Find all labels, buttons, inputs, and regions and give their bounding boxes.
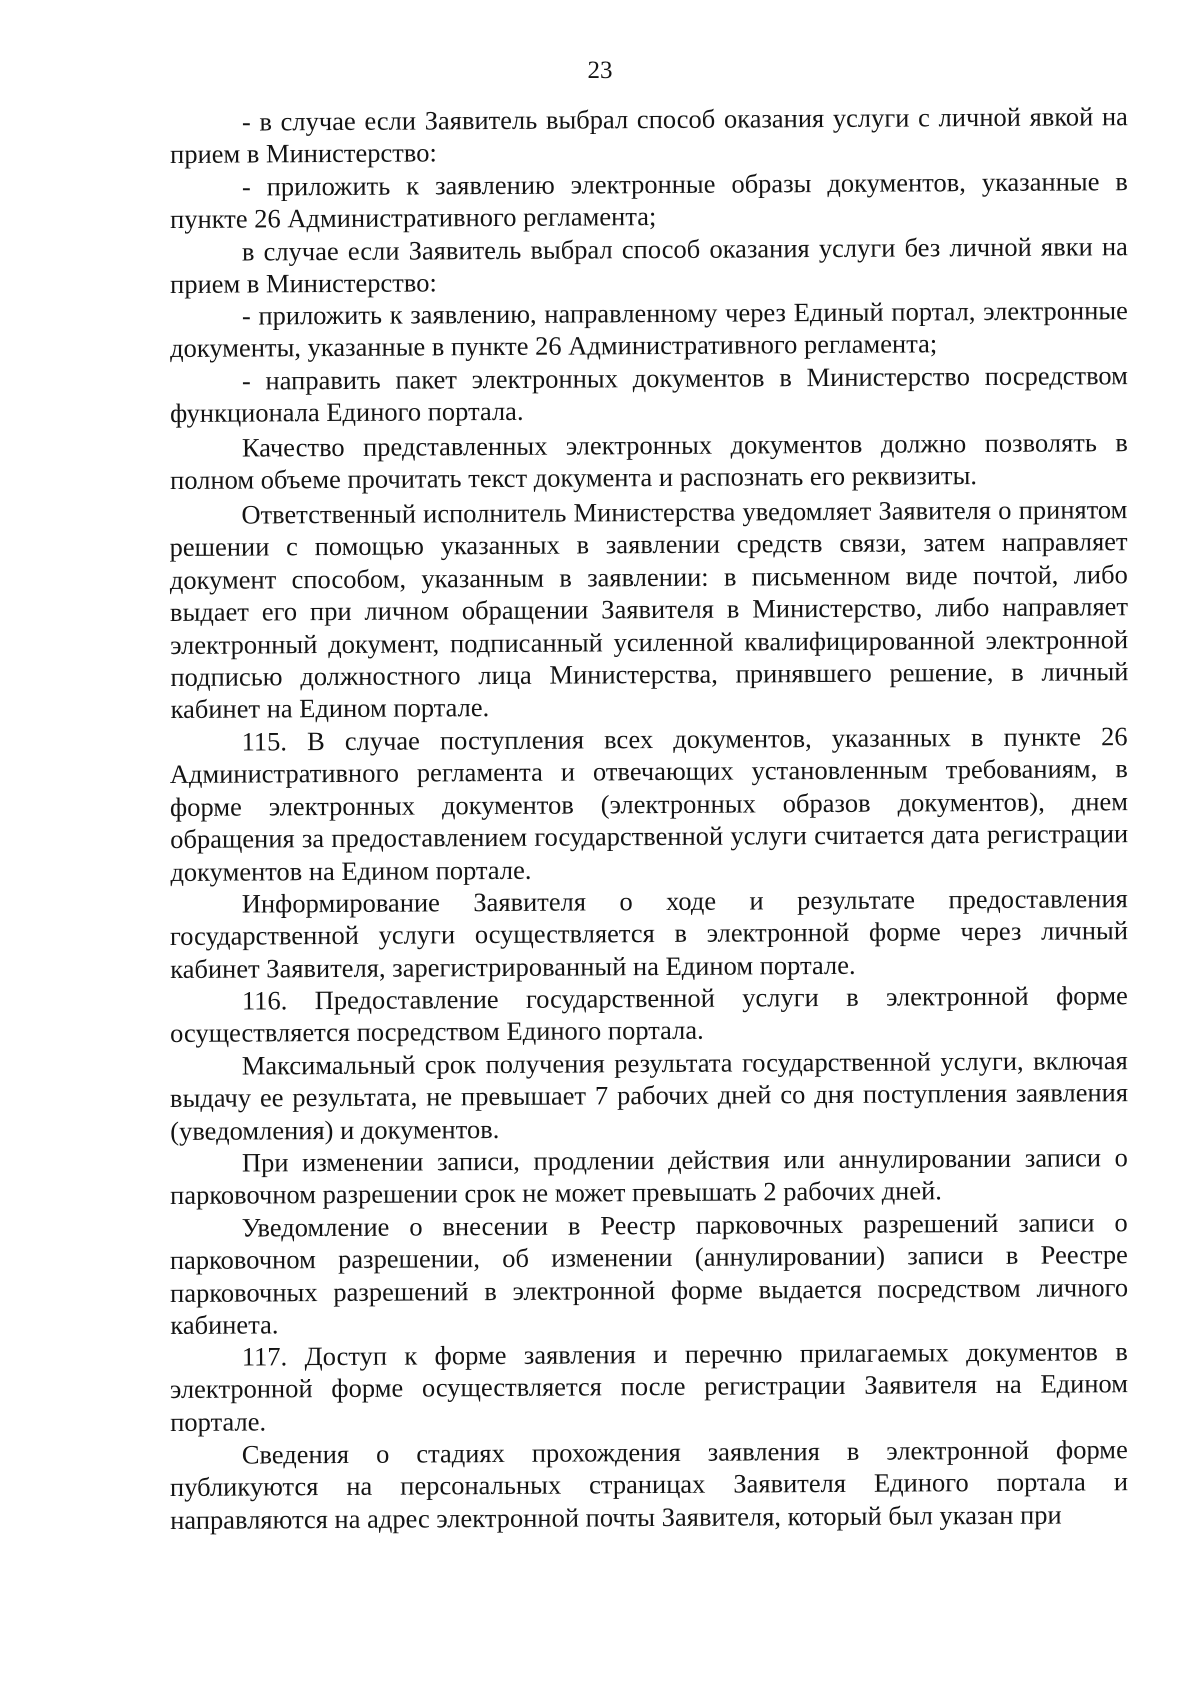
paragraph-registry-notification: Уведомление о внесении в Реестр парковочных разрешений записи о парковочном разрешении, об изменении (аннулировании) записи в Реестре парковочных разрешений в электронной форме выдается посредством личного кабинета. xyxy=(169,1206,1129,1341)
paragraph-decision-notification: Ответственный исполнитель Министерства уведомляет Заявителя о принятом решении с помощью указанных в заявлении средств связи, затем направляет документ способом, указанным в заявлении: в письменном виде почтой, либо выдает его при личном обращении Заявителя в Министерство, либо направляет электронный документ, подписанный усиленной квалифицированной электронной подписью должностного лица Министерства, принявшего решение, в личный кабинет на Едином портале. xyxy=(169,494,1129,725)
paragraph-attach-electronic-images: - приложить к заявлению электронные образы документов, указанные в пункте 26 Административного регламента; xyxy=(170,165,1128,235)
paragraph-no-personal-visit-case: в случае если Заявитель выбрал способ оказания услуги без личной явки на прием в Министерство: xyxy=(170,230,1128,300)
paragraph-applicant-informing: Информирование Заявителя о ходе и результате предоставления государственной услуги осуществляется в электронной форме через личный кабинет Заявителя, зарегистрированный на Едином портале. xyxy=(169,882,1129,984)
paragraph-send-document-package: - направить пакет электронных документов в Министерство посредством функционала Единого портала. xyxy=(170,360,1128,429)
paragraph-section-116: 116. Предоставление государственной услуги в электронной форме осуществляется посредством Единого портала. xyxy=(170,980,1128,1049)
document-body xyxy=(169,101,1129,1536)
paragraph-document-quality: Качество представленных электронных документов должно позволять в полном объеме прочитать текст документа и распознать его реквизиты. xyxy=(170,427,1128,496)
paragraph-record-change-term: При изменении записи, продлении действия или аннулировании записи о парковочном разрешении срок не может превышать 2 рабочих дней. xyxy=(170,1142,1128,1211)
page-number: 23 xyxy=(587,57,613,84)
paragraph-section-117: 117. Доступ к форме заявления и перечню прилагаемых документов в электронной форме осуществляется после регистрации Заявителя на Едином портале. xyxy=(169,1336,1129,1438)
paragraph-application-status: Сведения о стадиях прохождения заявления в электронной форме публикуются на персональных страницах Заявителя Единого портала и направляются на адрес электронной почты Заявителя, который был указан при xyxy=(169,1433,1129,1535)
paragraph-attach-electronic-documents: - приложить к заявлению, направленному через Единый портал, электронные документы, указанные в пункте 26 Административного регламента; xyxy=(170,295,1128,364)
paragraph-maximum-term: Максимальный срок получения результата государственной услуги, включая выдачу ее результата, не превышает 7 рабочих дней со дня поступления заявления (уведомления) и документов. xyxy=(169,1044,1129,1146)
paragraph-section-115: 115. В случае поступления всех документов, указанных в пункте 26 Административного регламента и отвечающих установленным требованиям, в форме электронных документов (электронных образов документов), днем обращения за предоставлением государственной услуги считается дата регистрации документов на Едином портале. xyxy=(169,720,1129,887)
paragraph-personal-visit-case: - в случае если Заявитель выбрал способ оказания услуги с личной явкой на прием в Министерство: xyxy=(170,101,1128,170)
